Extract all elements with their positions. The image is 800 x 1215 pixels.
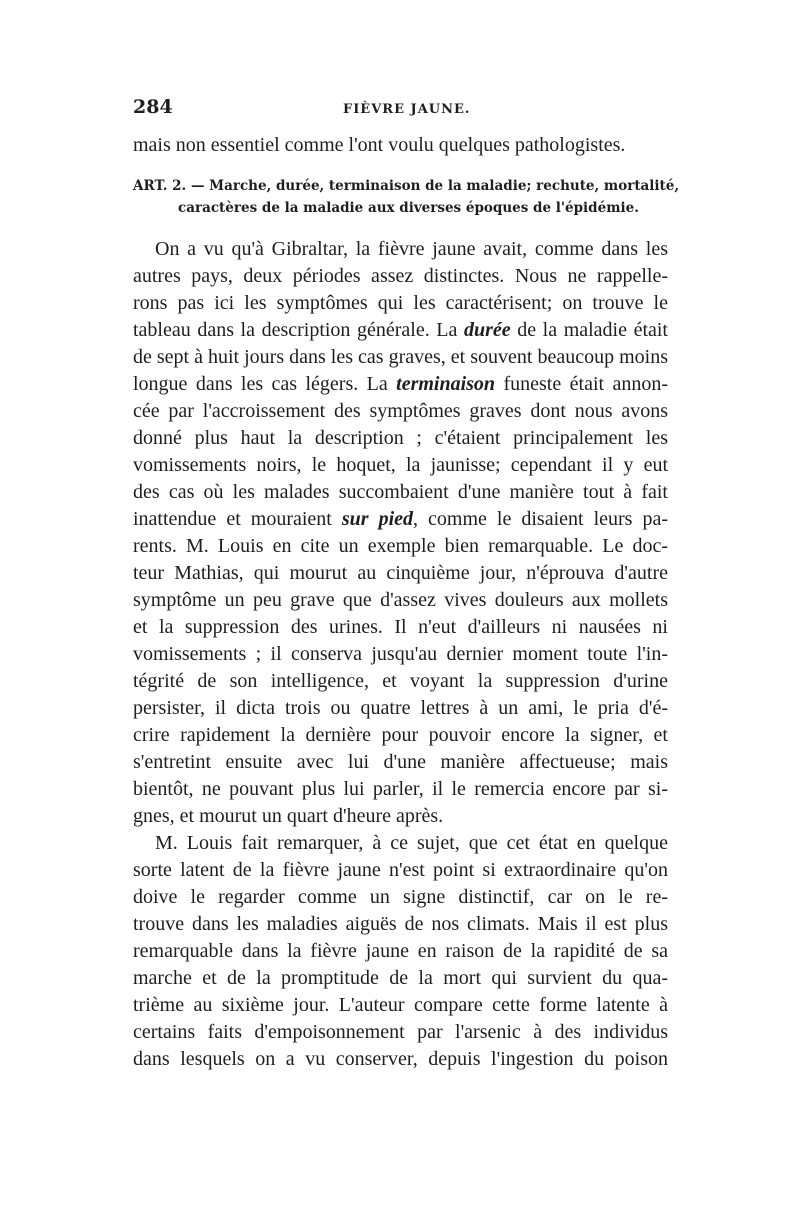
- text-line: et la suppression des urines. Il n'eut d'ailleurs ni nausées ni: [133, 616, 668, 638]
- text-line: teur Mathias, qui mourut au cinquième jour, n'éprouva d'autre: [133, 562, 668, 584]
- text-line: de sept à huit jours dans les cas graves, et souvent beaucoup moins: [133, 346, 668, 368]
- text-line: s'entretint ensuite avec lui d'une manière affectueuse; mais: [133, 751, 668, 773]
- italic-term-duree: durée: [463, 319, 511, 341]
- text-line: [133, 506, 668, 532]
- text-line: cée par l'accroissement des symptômes graves dont nous avons: [133, 400, 668, 422]
- text-line: rents. M. Louis en cite un exemple bien remarquable. Le doc-: [133, 535, 668, 557]
- carry-over-line: mais non essentiel comme l'ont voulu quelques pathologistes.: [133, 134, 626, 156]
- text-run: tableau dans la description générale. La: [133, 319, 464, 341]
- text-line: vomissements ; il conserva jusqu'au dernier moment toute l'in-: [133, 643, 668, 665]
- text-line: dans lesquels on a vu conserver, depuis l'ingestion du poison: [133, 1048, 668, 1070]
- text-run: de la maladie était: [510, 319, 668, 341]
- text-line: persister, il dicta trois ou quatre lettres à un ami, le pria d'é-: [133, 697, 668, 719]
- running-title: FIÈVRE JAUNE.: [343, 102, 471, 117]
- italic-term-sur-pied: sur pied: [341, 508, 414, 530]
- text-line: certains faits d'empoisonnement par l'arsenic à des individus: [133, 1021, 668, 1043]
- article-heading-line-2: caractères de la maladie aux diverses époques de l'épidémie.: [178, 200, 639, 216]
- text-line: rons pas ici les symptômes qui les caractérisent; on trouve le: [133, 292, 668, 314]
- text-line: doive le regarder comme un signe distinctif, car on le re-: [133, 886, 668, 908]
- text-line: bientôt, ne pouvant plus lui parler, il le remercia encore par si-: [133, 778, 668, 800]
- text-line: M. Louis fait remarquer, à ce sujet, que cet état en quelque: [155, 832, 668, 854]
- text-line: gnes, et mourut un quart d'heure après.: [133, 805, 444, 827]
- text-line: marche et de la promptitude de la mort qui survient du qua-: [133, 967, 668, 989]
- text-line: autres pays, deux périodes assez distinctes. Nous ne rappelle-: [133, 265, 668, 287]
- text-line: On a vu qu'à Gibraltar, la fièvre jaune avait, comme dans les: [155, 238, 668, 260]
- text-line: trouve dans les maladies aiguës de nos climats. Mais il est plus: [133, 913, 668, 935]
- text-line: remarquable dans la fièvre jaune en raison de la rapidité de sa: [133, 940, 668, 962]
- italic-term-terminaison: terminaison: [396, 373, 496, 395]
- article-heading-line-1: ART. 2. — Marche, durée, terminaison de la maladie; rechute, mortalité,: [133, 178, 680, 194]
- text-line: vomissements noirs, le hoquet, la jaunisse; cependant il y eut: [133, 454, 668, 476]
- text-line: symptôme un peu grave que d'assez vives douleurs aux mollets: [133, 589, 668, 611]
- text-run: inattendue et mouraient: [133, 508, 342, 530]
- text-line: [133, 317, 668, 343]
- text-line: trième au sixième jour. L'auteur compare cette forme latente à: [133, 994, 668, 1016]
- page-header: [133, 96, 668, 120]
- text-line: [133, 371, 668, 397]
- text-run: longue dans les cas légers. La: [133, 373, 397, 395]
- text-line: donné plus haut la description ; c'étaient principalement les: [133, 427, 668, 449]
- text-line: crire rapidement la dernière pour pouvoir encore la signer, et: [133, 724, 668, 746]
- text-run: funeste était annon-: [495, 373, 668, 395]
- page-number: 284: [133, 96, 173, 118]
- text-line: sorte latent de la fièvre jaune n'est point si extraordinaire qu'on: [133, 859, 668, 881]
- text-line: des cas où les malades succombaient d'une manière tout à fait: [133, 481, 668, 503]
- text-run: , comme le disaient leurs pa-: [413, 508, 669, 530]
- text-line: tégrité de son intelligence, et voyant la suppression d'urine: [133, 670, 668, 692]
